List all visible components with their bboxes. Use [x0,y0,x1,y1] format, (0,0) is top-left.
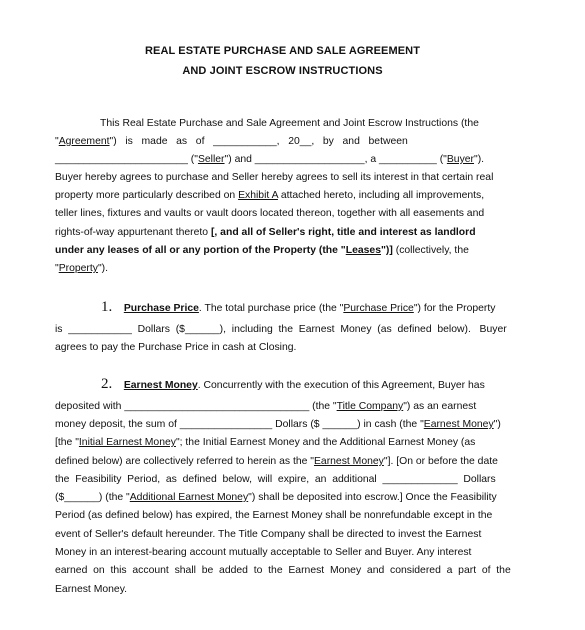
section-1-heading: Purchase Price [123,303,199,314]
defined-term-agreement: Agreement [58,136,110,147]
defined-term-title-company: Title Company [336,401,404,412]
section-2-line-4: [the "Initial Earnest Money"; the Initial Earnest Money and the Additional Earnest Money (as [55,437,476,448]
defined-term-leases: Leases [345,245,381,256]
intro-line-9: "Property"). [55,263,109,274]
section-2-line-11: earned on this account shall be added to the Earnest Money and considered a part of the [55,565,511,576]
defined-term-additional-earnest-money: Additional Earnest Money [129,492,249,503]
section-2-number: 2. [101,376,113,392]
section-2-line-1: 2. Earnest Money. Concurrently with the execution of this Agreement, Buyer has [101,376,485,392]
intro-line-2: "Agreement") is made as of ___________, 20__, by and between [55,136,408,147]
intro-line-4: Buyer hereby agrees to purchase and Seller hereby agrees to sell its interest in that certain real [55,172,494,183]
section-2-line-5: defined below) are collectively referred to herein as the "Earnest Money"]. [On or before the date [55,456,498,467]
section-2-line-3: money deposit, the sum of ________________ Dollars ($ ______) in cash (the "Earnest Money") [55,419,501,430]
defined-term-purchase-price: Purchase Price [343,303,414,314]
section-1-line-2: is ___________ Dollars ($______), including the Earnest Money (as defined below). Buyer [55,324,507,335]
defined-term-earnest-money: Earnest Money [423,419,494,430]
intro-line-1: This Real Estate Purchase and Sale Agreement and Joint Escrow Instructions (the [100,118,479,129]
document-title-line-1: REAL ESTATE PURCHASE AND SALE AGREEMENT [144,45,421,57]
section-2-line-9: event of Seller's default hereunder. The Title Company shall be directed to invest the Earnest [55,529,482,540]
section-2-heading: Earnest Money [123,380,198,391]
intro-line-5: property more particularly described on Exhibit A attached hereto, including all improvements, [55,190,485,201]
section-2-line-7: ($______) (the "Additional Earnest Money") shall be deposited into escrow.] Once the Feasibility [55,492,497,503]
section-1-line-3: agrees to pay the Purchase Price in cash at Closing. [55,342,297,353]
defined-term-buyer: Buyer [446,154,475,165]
section-2-line-12: Earnest Money. [55,584,127,595]
section-1-line-1: 1. Purchase Price. The total purchase price (the "Purchase Price") for the Property [101,299,496,315]
defined-term-earnest-money-2: Earnest Money [313,456,384,467]
section-2-line-10: Money in an interest-bearing account mutually acceptable to Seller and Buyer. Any interest [55,547,472,558]
exhibit-a-reference: Exhibit A [238,190,278,201]
defined-term-seller: Seller [197,154,225,165]
intro-line-6: teller lines, fixtures and vaults or vault doors located thereon, together with all easements and [55,208,485,219]
section-2-line-2: deposited with ________________________________ (the "Title Company") as an earnest [55,401,477,412]
section-1-number: 1. [101,299,113,315]
defined-term-initial-earnest-money: Initial Earnest Money [78,437,176,448]
section-2-line-6: the Feasibility Period, as defined below, will expire, an additional _____________ Dollars [55,474,496,485]
intro-line-8: under any leases of all or any portion of the Property (the "Leases")] (collectively, the [55,245,469,256]
intro-line-3: _______________________ ("Seller") and ___________________, a __________ ("Buyer"). [55,154,485,165]
defined-term-property: Property [58,263,98,274]
section-2-line-8: Period (as defined below) has expired, the Earnest Money shall be nonrefundable except in the [55,510,493,521]
document-title-line-2: AND JOINT ESCROW INSTRUCTIONS [182,65,383,77]
intro-line-7: rights-of-way appurtenant thereto [, and all of Seller's right, title and interest as landlord [55,227,476,238]
